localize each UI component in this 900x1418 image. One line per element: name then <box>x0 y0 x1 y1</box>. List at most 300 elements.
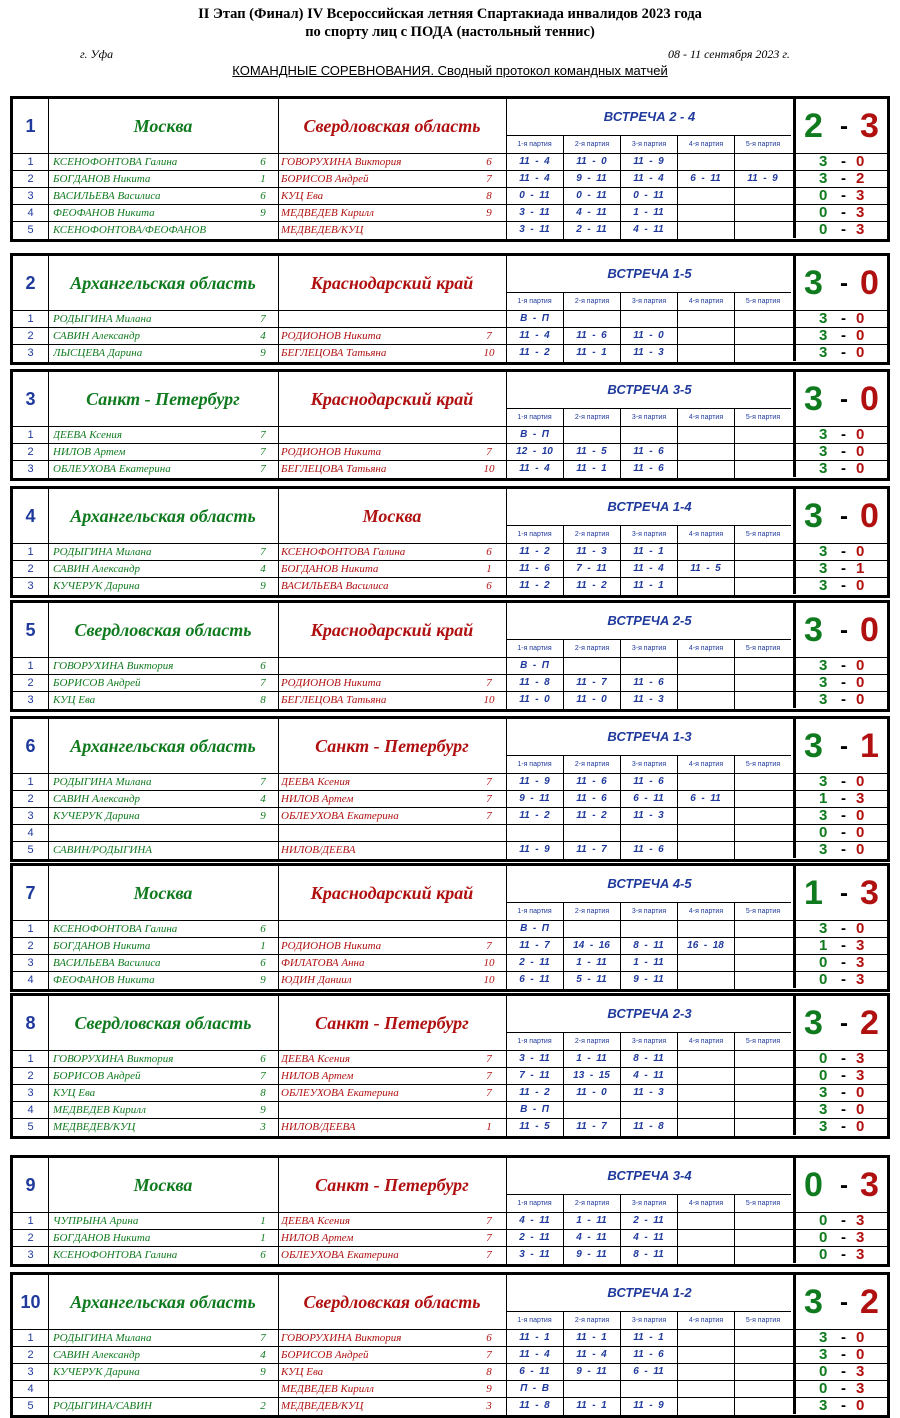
divider <box>677 1085 678 1101</box>
divider <box>48 866 49 920</box>
party-label: 2-я партия <box>563 1032 620 1050</box>
divider <box>620 188 621 204</box>
team-a-name: Архангельская область <box>70 273 256 293</box>
row-score <box>793 1247 887 1263</box>
divider <box>620 171 621 187</box>
class-a: 6 <box>260 1053 266 1065</box>
divider <box>278 1119 279 1136</box>
game-score: 11 - 4 <box>519 173 550 184</box>
divider <box>563 188 564 204</box>
game-score: 11 - 1 <box>633 1332 664 1343</box>
player-b: ДЕЕВА Ксения <box>281 1053 350 1065</box>
row-number: 4 <box>27 827 34 839</box>
row-score-a: 3 <box>819 1084 828 1101</box>
game-score: 13 - 15 <box>573 1070 610 1081</box>
divider <box>734 658 735 674</box>
game-score <box>677 692 734 708</box>
row-score-a: 3 <box>819 327 828 344</box>
meeting-label: ВСТРЕЧА 4-5 <box>607 876 692 891</box>
divider <box>48 1119 49 1136</box>
divider <box>734 171 735 187</box>
divider <box>734 222 735 239</box>
party-label: 1-я партия <box>506 408 563 426</box>
class-a: 9 <box>260 974 266 986</box>
match-block <box>10 253 890 365</box>
divider <box>734 1102 735 1118</box>
party-label: 5-я партия <box>734 639 791 657</box>
class-b: 1 <box>486 1121 492 1133</box>
divider <box>563 842 564 859</box>
class-a: 6 <box>260 156 266 168</box>
divider <box>620 1347 621 1363</box>
party-label: 3-я партия <box>620 1032 677 1050</box>
game-score <box>677 955 734 971</box>
game-score <box>677 1381 734 1397</box>
divider <box>48 692 49 709</box>
row-score-b: 1 <box>856 560 865 577</box>
divider <box>563 791 564 807</box>
divider <box>563 205 564 221</box>
divider <box>677 921 678 937</box>
divider <box>278 427 279 443</box>
divider <box>734 774 735 790</box>
divider <box>563 311 564 327</box>
divider <box>506 921 507 937</box>
class-b: 7 <box>486 776 492 788</box>
class-b: 10 <box>483 974 495 986</box>
player-b: РОДИОНОВ Никита <box>281 677 382 689</box>
divider <box>278 578 279 595</box>
class-b: 7 <box>486 1349 492 1361</box>
match-score-a: 0 <box>804 1166 823 1204</box>
player-b: ДЕЕВА Ксения <box>281 776 350 788</box>
divider <box>506 578 507 595</box>
game-score <box>677 154 734 170</box>
row-score <box>793 154 887 170</box>
game-score: 11 - 5 <box>690 563 721 574</box>
divider <box>278 825 279 841</box>
player-b: БЕГЛЕЦОВА Татьяна <box>281 694 387 706</box>
score-dash: - <box>841 543 846 560</box>
player-a: БОРИСОВ Андрей <box>53 677 141 689</box>
game-score <box>677 1213 734 1229</box>
game-score <box>734 154 791 170</box>
player-a: БОРИСОВ Андрей <box>53 1070 141 1082</box>
divider <box>677 692 678 709</box>
divider <box>563 1381 564 1397</box>
game-score: 11 - 6 <box>633 1349 664 1360</box>
game-score: 11 - 8 <box>633 1121 664 1132</box>
score-dash: - <box>841 1229 846 1246</box>
match-score <box>793 256 887 310</box>
class-b: 7 <box>486 793 492 805</box>
game-score <box>734 1051 791 1067</box>
meeting-label: ВСТРЕЧА 1-3 <box>607 729 692 744</box>
game-score: 11 - 6 <box>576 776 607 787</box>
game-score: 11 - 6 <box>633 677 664 688</box>
divider <box>677 1119 678 1136</box>
match-block <box>10 716 890 862</box>
divider <box>48 972 49 989</box>
divider <box>506 444 507 460</box>
class-b: 9 <box>486 1383 492 1395</box>
divider <box>278 461 279 478</box>
game-row <box>13 154 887 171</box>
row-score-a: 0 <box>819 1067 828 1084</box>
game-row <box>13 1102 887 1119</box>
game-score: 1 - 11 <box>576 1215 607 1226</box>
game-score <box>677 328 734 344</box>
player-a: КСЕНОФОНТОВА Галина <box>53 1249 178 1261</box>
row-score <box>793 1230 887 1246</box>
game-score <box>677 808 734 824</box>
class-a: 6 <box>260 190 266 202</box>
row-number: 3 <box>27 580 34 592</box>
divider <box>506 842 507 859</box>
divider <box>278 866 279 920</box>
row-score <box>793 692 887 708</box>
divider <box>734 427 735 443</box>
game-score <box>677 1051 734 1067</box>
score-dash: - <box>840 503 848 530</box>
game-score: 11 - 0 <box>576 156 607 167</box>
game-score: 11 - 1 <box>576 463 607 474</box>
game-score: 14 - 16 <box>573 940 610 951</box>
game-score <box>677 1347 734 1363</box>
game-score: 11 - 7 <box>576 677 607 688</box>
divider <box>506 154 507 170</box>
divider <box>48 328 49 344</box>
game-score: 2 - 11 <box>633 1215 664 1226</box>
match-score <box>793 1158 887 1212</box>
game-score <box>677 188 734 204</box>
game-score <box>620 1102 677 1118</box>
game-score <box>734 675 791 691</box>
title-line-1: II Этап (Финал) IV Всероссийская летняя Спартакиада инвалидов 2023 года <box>198 6 702 22</box>
player-a: ВАСИЛЬЕВА Василиса <box>53 957 161 969</box>
match-block <box>10 993 890 1139</box>
score-dash: - <box>841 937 846 954</box>
party-label: 3-я партия <box>620 755 677 773</box>
class-a: 1 <box>260 940 266 952</box>
game-score <box>734 692 791 708</box>
row-number: 1 <box>27 313 34 325</box>
game-score: 2 - 11 <box>519 957 550 968</box>
divider <box>278 1398 279 1415</box>
divider <box>620 791 621 807</box>
row-number: 3 <box>27 1249 34 1261</box>
divider <box>48 996 49 1050</box>
game-score: 11 - 6 <box>633 844 664 855</box>
class-a: 6 <box>260 660 266 672</box>
divider <box>278 972 279 989</box>
game-score <box>677 1364 734 1380</box>
match-number: 10 <box>20 1292 41 1312</box>
divider <box>506 719 507 773</box>
game-score: 6 - 11 <box>690 173 721 184</box>
match-score-a: 3 <box>804 1004 823 1042</box>
divider <box>48 1085 49 1101</box>
divider <box>734 1051 735 1067</box>
player-b: РОДИОНОВ Никита <box>281 446 382 458</box>
row-score-b: 0 <box>856 841 865 858</box>
divider <box>563 578 564 595</box>
divider <box>563 1347 564 1363</box>
game-score <box>563 1102 620 1118</box>
class-a: 7 <box>260 1070 266 1082</box>
game-score <box>734 1347 791 1363</box>
game-score: 1 - 11 <box>633 957 664 968</box>
row-score <box>793 461 887 477</box>
divider <box>278 1085 279 1101</box>
player-a: ДЕЕВА Ксения <box>53 429 122 441</box>
match-block <box>10 1272 890 1418</box>
divider <box>563 921 564 937</box>
class-b: 7 <box>486 1232 492 1244</box>
class-a: 4 <box>260 793 266 805</box>
class-b: 6 <box>486 546 492 558</box>
class-a: 6 <box>260 923 266 935</box>
party-label: 5-я партия <box>734 1194 791 1212</box>
game-row <box>13 842 887 859</box>
match-score-b: 3 <box>860 874 879 912</box>
divider <box>563 955 564 971</box>
row-score-b: 3 <box>856 1380 865 1397</box>
game-score: 4 - 11 <box>633 224 664 235</box>
divider <box>620 972 621 989</box>
row-score-b: 0 <box>856 1329 865 1346</box>
game-row <box>13 1330 887 1347</box>
class-b: 10 <box>483 463 495 475</box>
match-score-a: 3 <box>804 497 823 535</box>
row-score-a: 3 <box>819 577 828 594</box>
match-score-b: 0 <box>860 497 879 535</box>
row-score-b: 3 <box>856 187 865 204</box>
divider <box>677 675 678 691</box>
row-score <box>793 972 887 988</box>
divider <box>563 1364 564 1380</box>
team-b-name: Краснодарский край <box>310 389 474 409</box>
player-a: НИЛОВ Артем <box>53 446 126 458</box>
team-a-name: Архангельская область <box>70 506 256 526</box>
game-score <box>677 1398 734 1414</box>
divider <box>278 1364 279 1380</box>
game-score <box>734 955 791 971</box>
game-row <box>13 1213 887 1230</box>
game-score: 11 - 0 <box>576 1087 607 1098</box>
divider <box>278 675 279 691</box>
divider <box>677 1213 678 1229</box>
class-a: 7 <box>260 313 266 325</box>
divider <box>734 692 735 709</box>
row-score-a: 3 <box>819 1329 828 1346</box>
game-score <box>563 658 620 674</box>
game-score: 11 - 6 <box>576 330 607 341</box>
divider <box>506 171 507 187</box>
player-b: ДЕЕВА Ксения <box>281 1215 350 1227</box>
divider <box>734 1119 735 1136</box>
party-label: 1-я партия <box>506 1194 563 1212</box>
player-b: МЕДВЕДЕВ/КУЦ <box>281 224 364 236</box>
team-a-name: Архангельская область <box>70 1292 256 1312</box>
game-score: 2 - 11 <box>519 1232 550 1243</box>
game-score <box>734 1364 791 1380</box>
game-score <box>734 791 791 807</box>
divider <box>506 1068 507 1084</box>
match-score-b: 3 <box>860 1166 879 1204</box>
game-score <box>677 345 734 361</box>
game-score <box>677 921 734 937</box>
game-score: 11 - 1 <box>633 546 664 557</box>
row-score <box>793 1213 887 1229</box>
row-number: 3 <box>27 1366 34 1378</box>
player-a: МЕДВЕДЕВ/КУЦ <box>53 1121 136 1133</box>
game-score: 5 - 11 <box>576 974 607 985</box>
player-a: КУЧЕРУК Дарина <box>53 810 140 822</box>
game-row <box>13 658 887 675</box>
divider <box>278 345 279 362</box>
game-score <box>677 972 734 988</box>
row-score-b: 0 <box>856 327 865 344</box>
class-b: 8 <box>486 190 492 202</box>
player-b: МЕДВЕДЕВ Кирилл <box>281 1383 374 1395</box>
game-score: 8 - 11 <box>633 940 664 951</box>
match-score-b: 0 <box>860 380 879 418</box>
game-row <box>13 808 887 825</box>
score-dash: - <box>841 1118 846 1135</box>
class-a: 7 <box>260 1332 266 1344</box>
game-row <box>13 461 887 478</box>
team-a-name: Свердловская область <box>74 1013 252 1033</box>
match-block <box>10 1155 890 1267</box>
match-block <box>10 369 890 481</box>
divider <box>563 1051 564 1067</box>
game-score <box>677 842 734 858</box>
divider <box>563 972 564 989</box>
row-number: 3 <box>27 810 34 822</box>
game-row <box>13 1068 887 1085</box>
player-b: БЕГЛЕЦОВА Татьяна <box>281 347 387 359</box>
divider <box>506 658 507 674</box>
game-score <box>677 427 734 443</box>
divider <box>48 222 49 239</box>
party-label: 4-я партия <box>677 1311 734 1329</box>
party-label: 3-я партия <box>620 292 677 310</box>
row-number: 1 <box>27 923 34 935</box>
divider <box>506 256 507 310</box>
player-a: САВИН Александр <box>53 793 141 805</box>
title-line-2: по спорту лиц с ПОДА (настольный теннис) <box>305 24 595 40</box>
match-score <box>793 489 887 543</box>
party-label: 3-я партия <box>620 135 677 153</box>
match-header <box>13 1158 887 1213</box>
game-row <box>13 222 887 239</box>
divider <box>677 328 678 344</box>
score-dash: - <box>840 386 848 413</box>
divider <box>677 791 678 807</box>
row-score-b: 0 <box>856 153 865 170</box>
row-score <box>793 444 887 460</box>
divider <box>734 154 735 170</box>
game-score: 11 - 1 <box>633 580 664 591</box>
divider <box>48 154 49 170</box>
game-score: 11 - 4 <box>519 156 550 167</box>
game-score: П - В <box>520 1383 549 1394</box>
party-label: 2-я партия <box>563 639 620 657</box>
player-a: ФЕОФАНОВ Никита <box>53 207 155 219</box>
class-a: 9 <box>260 1366 266 1378</box>
divider <box>48 561 49 577</box>
match-score-b: 3 <box>860 107 879 145</box>
match-header <box>13 1275 887 1330</box>
game-score: 11 - 7 <box>576 844 607 855</box>
divider <box>563 222 564 239</box>
game-score: 11 - 9 <box>519 844 550 855</box>
divider <box>48 921 49 937</box>
class-a: 8 <box>260 1087 266 1099</box>
row-number: 1 <box>27 1053 34 1065</box>
match-number: 6 <box>25 736 36 756</box>
row-score-a: 0 <box>819 971 828 988</box>
divider <box>563 1247 564 1264</box>
row-score <box>793 205 887 221</box>
divider <box>48 1398 49 1415</box>
row-score-b: 3 <box>856 1212 865 1229</box>
divider <box>278 996 279 1050</box>
divider <box>278 938 279 954</box>
divider <box>506 1213 507 1229</box>
match-score-b: 2 <box>860 1004 879 1042</box>
divider <box>677 972 678 989</box>
divider <box>677 427 678 443</box>
score-dash: - <box>841 1212 846 1229</box>
player-a: САВИН Александр <box>53 1349 141 1361</box>
divider <box>48 489 49 543</box>
player-a: ГОВОРУХИНА Виктория <box>53 1053 174 1065</box>
protocol-title <box>0 63 900 78</box>
party-label: 1-я партия <box>506 292 563 310</box>
score-dash: - <box>840 270 848 297</box>
party-label: 1-я партия <box>506 902 563 920</box>
score-dash: - <box>841 954 846 971</box>
score-dash: - <box>840 1010 848 1037</box>
match-score-a: 1 <box>804 874 823 912</box>
divider <box>677 222 678 239</box>
player-b: ГОВОРУХИНА Виктория <box>281 156 402 168</box>
divider <box>563 154 564 170</box>
party-label: 2-я партия <box>563 1194 620 1212</box>
game-score <box>677 1119 734 1135</box>
score-dash: - <box>841 1084 846 1101</box>
game-score: 11 - 5 <box>576 446 607 457</box>
divider <box>506 1158 507 1212</box>
row-number: 5 <box>27 1121 34 1133</box>
game-score: 11 - 1 <box>576 1400 607 1411</box>
match-score <box>793 603 887 657</box>
player-b: МЕДВЕДЕВ Кирилл <box>281 207 374 219</box>
row-number: 5 <box>27 1400 34 1412</box>
game-score: 11 - 3 <box>633 694 664 705</box>
divider <box>278 603 279 657</box>
row-number: 3 <box>27 347 34 359</box>
divider <box>48 188 49 204</box>
row-number: 4 <box>27 207 34 219</box>
divider <box>278 658 279 674</box>
row-score-a: 0 <box>819 204 828 221</box>
class-a: 2 <box>260 1400 266 1412</box>
divider <box>734 578 735 595</box>
game-score <box>734 311 791 327</box>
